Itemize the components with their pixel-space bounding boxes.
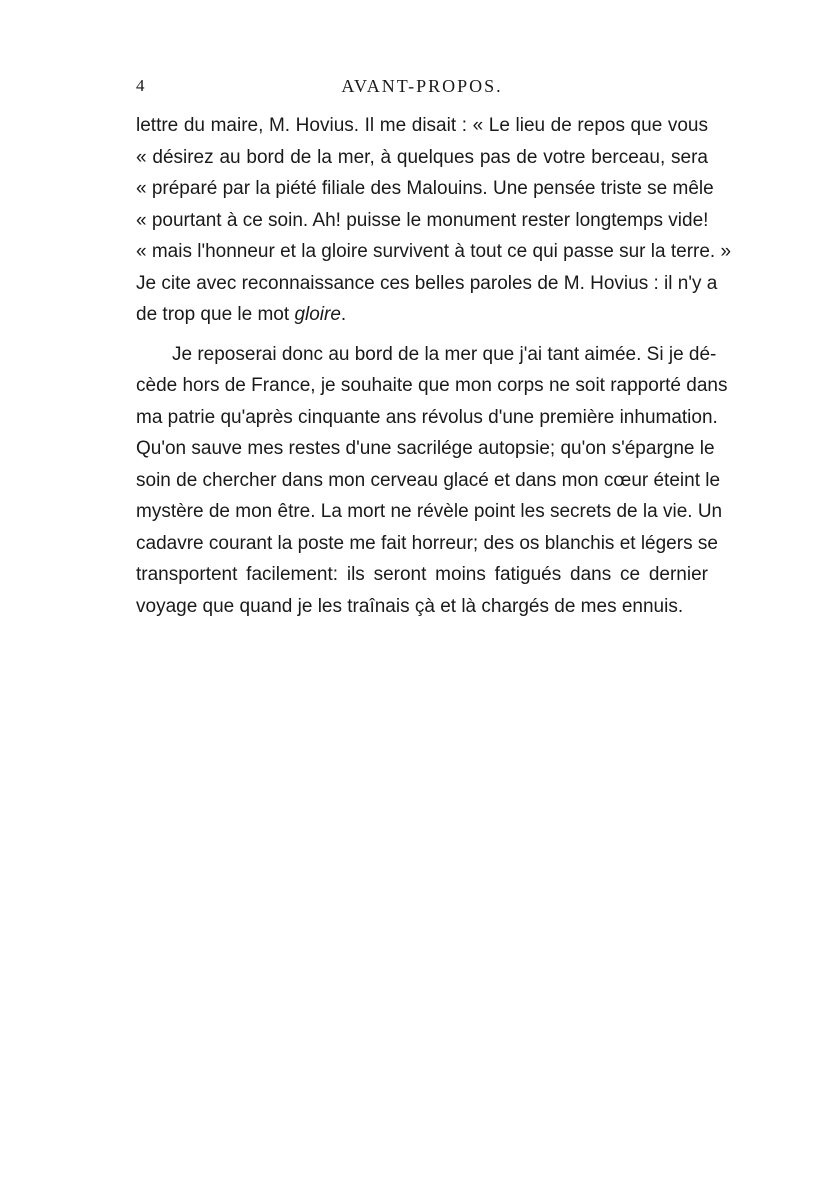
text-line [136,299,708,331]
text-line: ma patrie qu'après cinquante ans révolus d'une première inhumation. [136,406,718,428]
text-line: « préparé par la piété filiale des Malouins. Une pensée triste se mêle [136,178,714,199]
text-line: Je cite avec reconnaissance ces belles paroles de M. Hovius : il n'y a [136,272,718,294]
text-line: Je reposerai donc au bord de la mer que j'ai tant aimée. Si je dé- [172,343,717,365]
text-line: lettre du maire, M. Hovius. Il me disait : « Le lieu de repos que vous [136,115,708,136]
text-line: cadavre courant la poste me fait horreur; des os blanchis et légers se [136,532,718,554]
italic-word: gloire [294,304,341,325]
page-header [136,76,708,102]
text-line: « désirez au bord de la mer, à quelques pas de votre berceau, sera [136,146,708,168]
paragraph-2 [136,339,728,623]
text-line: transportent facilement: ils seront moins fatigués dans ce dernier [136,564,708,585]
text-line: Qu'on sauve mes restes d'une sacrilége autopsie; qu'on s'épargne le [136,438,715,459]
text-line: « mais l'honneur et la gloire survivent à tout ce qui passe sur la terre. » [136,241,732,262]
text-line: cède hors de France, je souhaite que mon corps ne soit rapporté dans [136,375,728,396]
text-line: « pourtant à ce soin. Ah! puisse le monument rester longtemps vide! [136,209,709,231]
page-number: 4 [136,76,145,95]
text-fragment: . [340,304,347,325]
text-line: mystère de mon être. La mort ne révèle point les secrets de la vie. Un [136,501,723,522]
body-text [136,110,732,622]
paragraph-1 [136,110,732,331]
running-head: AVANT-PROPOS. [341,76,503,96]
text-fragment: de trop que le mot [136,304,295,325]
text-line: soin de chercher dans mon cerveau glacé et dans mon cœur éteint le [136,469,721,491]
text-line: voyage que quand je les traînais çà et là chargés de mes ennuis. [136,595,684,617]
